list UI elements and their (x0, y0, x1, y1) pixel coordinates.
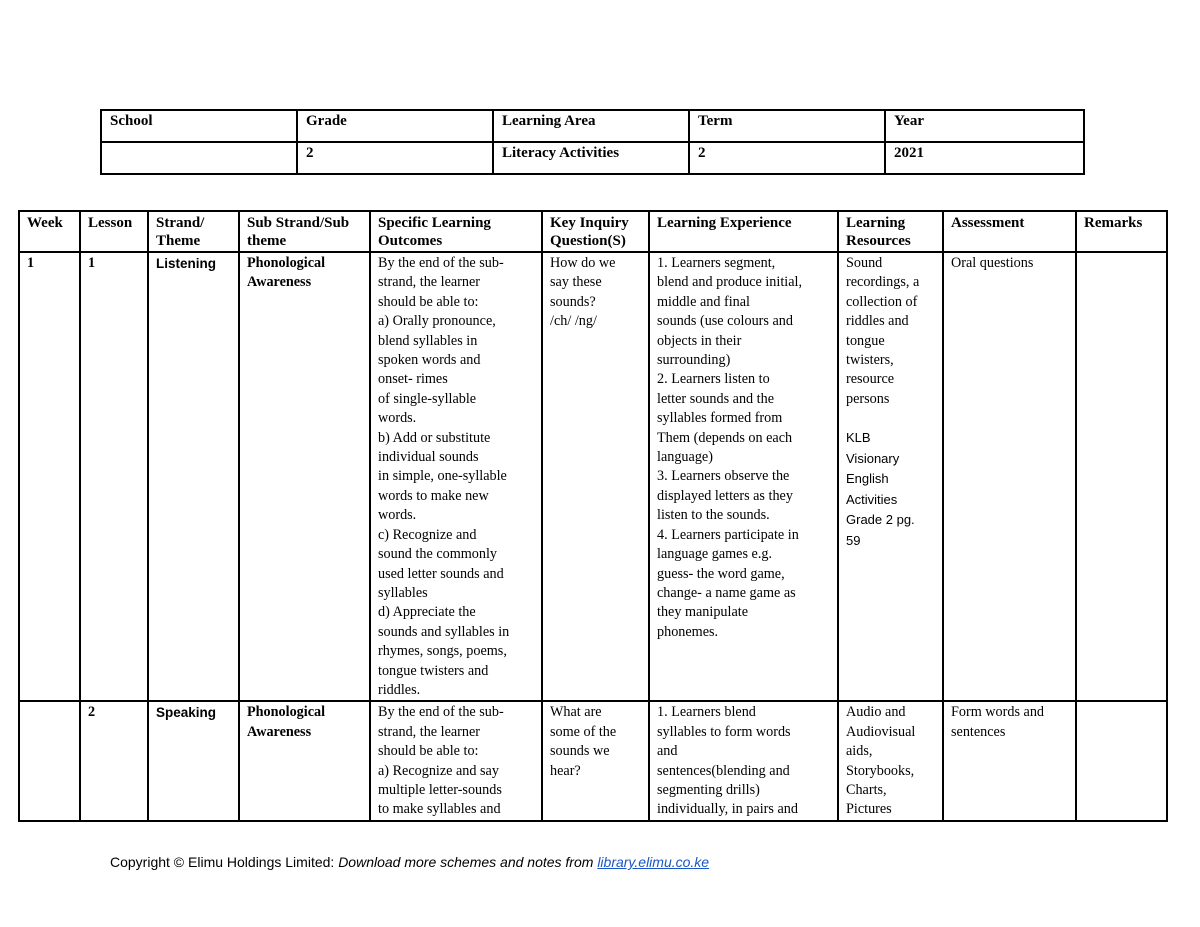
text-line: syllables to form words (657, 723, 791, 740)
copyright-footer (110, 854, 709, 870)
text-line: Storybooks, (846, 762, 915, 779)
text-line: segmenting drills) (657, 781, 760, 798)
assessment-cell (943, 701, 1076, 820)
text-line: and (657, 743, 678, 760)
text-line: surrounding) (657, 352, 731, 369)
text-line: Activities (846, 491, 898, 507)
col-strand: Strand/ Theme (148, 211, 239, 252)
text-line: Visionary (846, 450, 900, 466)
scheme-body (19, 252, 1167, 821)
text-line: words. (378, 507, 417, 524)
library-link[interactable]: library.elimu.co.ke (597, 854, 710, 870)
text-line: letter sounds and the (657, 390, 775, 407)
text-line: sound the commonly (378, 546, 498, 563)
scheme-of-work-table (18, 210, 1168, 822)
text-line: persons (846, 390, 890, 407)
text-line: recordings, a (846, 274, 920, 291)
text-line: of single-syllable (378, 390, 477, 407)
copyright-text: Copyright © Elimu Holdings Limited: (110, 854, 339, 870)
text-line: change- a name game as (657, 584, 796, 601)
experience-cell (649, 701, 838, 820)
header-value-term: 2 (689, 142, 885, 174)
header-label-school: School (101, 110, 297, 142)
text-line: riddles. (378, 681, 421, 698)
text-line: 1. Learners segment, (657, 255, 776, 271)
table-row (19, 701, 1167, 820)
text-line: 2. Learners listen to (657, 371, 770, 388)
header-table (100, 109, 1085, 175)
text-line: 59 (846, 532, 861, 548)
text-line: a) Recognize and say (378, 762, 499, 779)
text-line: c) Recognize and (378, 526, 477, 543)
text-line: d) Appreciate the (378, 604, 476, 621)
text-line: Audiovisual (846, 723, 916, 740)
text-line: some of the (550, 723, 617, 740)
text-line: English (846, 471, 889, 487)
column-header-row (19, 211, 1167, 252)
col-assessment: Assessment (943, 211, 1076, 252)
text-line: Them (depends on each (657, 429, 793, 446)
text-line: sounds we (550, 743, 610, 760)
week-cell (19, 701, 80, 820)
text-line: resource (846, 371, 895, 388)
inquiry-cell (542, 252, 649, 701)
resources-textbook (846, 428, 935, 551)
remarks-cell (1076, 252, 1167, 701)
header-label-year: Year (885, 110, 1084, 142)
text-line: guess- the word game, (657, 565, 785, 582)
header-value-learning-area: Literacy Activities (493, 142, 689, 174)
sub-strand-cell: Phonological Awareness (239, 701, 370, 820)
text-line: blend syllables in (378, 332, 478, 349)
col-lesson: Lesson (80, 211, 148, 252)
col-resources: Learning Resources (838, 211, 943, 252)
text-line: By the end of the sub- (378, 704, 504, 721)
header-label-learning-area: Learning Area (493, 110, 689, 142)
text-line: Grade 2 pg. (846, 512, 915, 528)
text-line: individually, in pairs and (657, 801, 798, 818)
text-line: Charts, (846, 781, 887, 798)
header-value-row (101, 142, 1084, 174)
text-line: Oral questions (951, 255, 1034, 271)
resources-cell (838, 701, 943, 820)
header-label-grade: Grade (297, 110, 493, 142)
text-line: tongue twisters and (378, 662, 489, 679)
text-line: should be able to: (378, 293, 479, 310)
experience-cell (649, 252, 838, 701)
text-line: spoken words and (378, 352, 481, 369)
text-line: tongue (846, 332, 885, 349)
outcomes-cell (370, 701, 542, 820)
text-line: Pictures (846, 801, 892, 818)
text-line: rhymes, songs, poems, (378, 643, 507, 660)
table-row (19, 252, 1167, 701)
text-line: in simple, one-syllable (378, 468, 507, 485)
text-line: sentences(blending and (657, 762, 790, 779)
resources-list (846, 254, 935, 409)
lesson-cell: 1 (80, 252, 148, 701)
text-line: objects in their (657, 332, 742, 349)
text-line: say these (550, 274, 602, 291)
text-line: 3. Learners observe the (657, 468, 790, 485)
text-line: syllables formed from (657, 410, 783, 427)
text-line: language games e.g. (657, 546, 773, 563)
text-line: 1. Learners blend (657, 704, 756, 721)
strand-cell: Speaking (148, 701, 239, 820)
remarks-cell (1076, 701, 1167, 820)
text-line: riddles and (846, 313, 909, 330)
text-line: sounds? (550, 293, 596, 310)
text-line: strand, the learner (378, 274, 481, 291)
text-line: language) (657, 449, 713, 466)
sub-strand-cell: Phonological Awareness (239, 252, 370, 701)
strand-cell: Listening (148, 252, 239, 701)
text-line: Audio and (846, 704, 906, 721)
text-line: What are (550, 704, 602, 721)
text-line: b) Add or substitute (378, 429, 491, 446)
text-line: KLB (846, 430, 871, 446)
text-line: they manipulate (657, 604, 749, 621)
text-line: aids, (846, 743, 873, 760)
text-line: By the end of the sub- (378, 255, 504, 271)
col-remarks: Remarks (1076, 211, 1167, 252)
text-line: sounds and syllables in (378, 623, 510, 640)
text-line: listen to the sounds. (657, 507, 770, 524)
text-line: multiple letter-sounds (378, 781, 502, 798)
text-line: sounds (use colours and (657, 313, 793, 330)
download-text: Download more schemes and notes from (338, 854, 598, 870)
week-cell: 1 (19, 252, 80, 701)
text-line: used letter sounds and (378, 565, 504, 582)
header-value-grade: 2 (297, 142, 493, 174)
lesson-cell: 2 (80, 701, 148, 820)
outcomes-cell (370, 252, 542, 701)
text-line: hear? (550, 762, 581, 779)
col-experience: Learning Experience (649, 211, 838, 252)
col-inquiry: Key Inquiry Question(S) (542, 211, 649, 252)
text-line: words to make new (378, 487, 489, 504)
text-line: 4. Learners participate in (657, 526, 799, 543)
text-line: blend and produce initial, (657, 274, 802, 291)
text-line: collection of (846, 293, 918, 310)
text-line: /ch/ /ng/ (550, 313, 597, 330)
col-week: Week (19, 211, 80, 252)
text-line: How do we (550, 255, 616, 271)
header-label-row (101, 110, 1084, 142)
text-line: onset- rimes (378, 371, 448, 388)
text-line: to make syllables and (378, 801, 501, 818)
text-line: Sound (846, 255, 883, 271)
text-line: strand, the learner (378, 723, 481, 740)
text-line: displayed letters as they (657, 487, 793, 504)
inquiry-cell (542, 701, 649, 820)
text-line: sentences (951, 723, 1006, 740)
col-sub-strand: Sub Strand/Sub theme (239, 211, 370, 252)
header-value-year: 2021 (885, 142, 1084, 174)
text-line: a) Orally pronounce, (378, 313, 496, 330)
text-line: syllables (378, 584, 428, 601)
assessment-cell (943, 252, 1076, 701)
col-outcomes: Specific Learning Outcomes (370, 211, 542, 252)
text-line: twisters, (846, 352, 894, 369)
resources-cell (838, 252, 943, 701)
text-line: individual sounds (378, 449, 479, 466)
text-line: words. (378, 410, 417, 427)
text-line: should be able to: (378, 743, 479, 760)
header-value-school (101, 142, 297, 174)
text-line: phonemes. (657, 623, 719, 640)
header-label-term: Term (689, 110, 885, 142)
text-line: middle and final (657, 293, 750, 310)
text-line: Form words and (951, 704, 1045, 721)
